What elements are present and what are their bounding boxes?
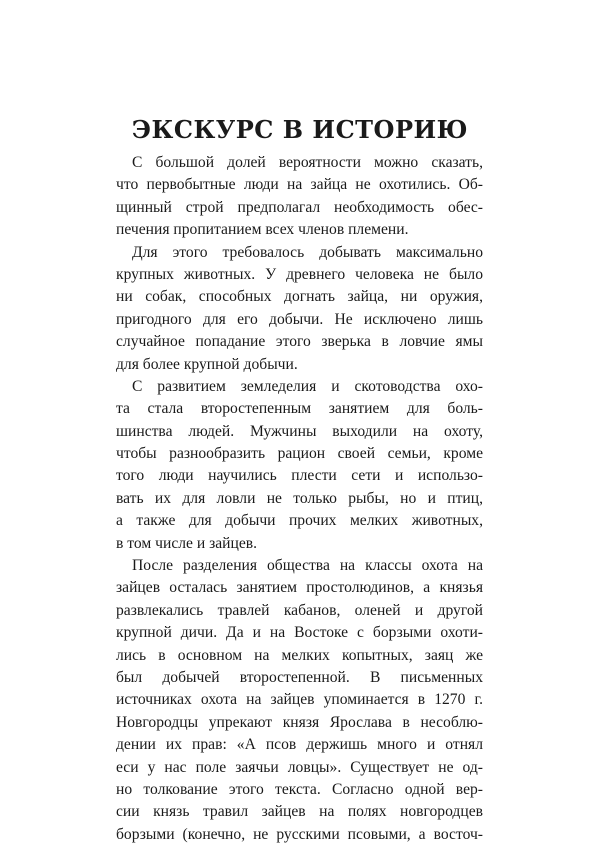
page-title: ЭКСКУРС В ИСТОРИЮ bbox=[131, 115, 469, 144]
text-line: для более крупной добычи. bbox=[116, 355, 298, 373]
text-line: еси у нас поле заячьи ловцы». Существует не од- bbox=[116, 758, 483, 776]
text-line: С развитием земледелия и скотоводства охо- bbox=[132, 377, 483, 395]
text-line: крупных животных. У древнего человека не было bbox=[116, 265, 483, 283]
text-line: щинный строй предполагал необходимость обес- bbox=[116, 198, 483, 216]
text-line: зайцев осталась занятием простолюдинов, а князья bbox=[116, 579, 483, 597]
text-line: что первобытные люди на зайца не охотились. Об- bbox=[116, 176, 483, 194]
text-line: лись в основном на мелких копытных, заяц же bbox=[116, 646, 483, 664]
text-line: был добычей второстепенной. В письменных bbox=[116, 668, 483, 686]
text-line: сии князь травил зайцев на полях новгородцев bbox=[116, 803, 483, 821]
text-line: С большой долей вероятности можно сказать, bbox=[132, 154, 483, 171]
text-line: та стала второстепенным занятием для боль- bbox=[116, 400, 483, 418]
text-line: но толкование этого текста. Согласно одной вер- bbox=[116, 780, 483, 798]
text-line: того люди научились плести сети и использо- bbox=[116, 467, 483, 485]
text-line: вать их для ловли не только рыбы, но и птиц, bbox=[116, 489, 483, 507]
body-text bbox=[116, 152, 483, 846]
text-line: Для этого требовалось добывать максимально bbox=[132, 243, 483, 261]
text-line: случайное попадание этого зверька в ловчие ямы bbox=[116, 333, 483, 351]
text-line: развлекались травлей кабанов, оленей и другой bbox=[116, 601, 483, 619]
text-line: После разделения общества на классы охота на bbox=[132, 557, 483, 575]
text-line: Новгородцы упрекают князя Ярослава в несоблю- bbox=[116, 713, 483, 731]
text-line: борзыми (конечно, не русскими псовыми, а восточ- bbox=[116, 825, 483, 843]
text-line: печения пропитанием всех членов племени. bbox=[116, 221, 409, 239]
text-line: пригодного для его добычи. Не исключено лишь bbox=[116, 310, 483, 328]
text-line: крупной дичи. Да и на Востоке с борзыми охоти- bbox=[116, 624, 483, 642]
text-line: а также для добычи прочих мелких животных, bbox=[116, 512, 483, 530]
text-line: ни собак, способных догнать зайца, ни оружия, bbox=[116, 288, 483, 306]
text-line: в том числе и зайцев. bbox=[116, 534, 258, 552]
text-line: шинства людей. Мужчины выходили на охоту, bbox=[116, 422, 483, 440]
text-line: чтобы разнообразить рацион своей семьи, кроме bbox=[116, 445, 483, 463]
text-line: источниках охота на зайцев упоминается в 1270 г. bbox=[116, 691, 483, 709]
text-line: дении их прав: «А псов держишь много и отнял bbox=[116, 736, 483, 754]
